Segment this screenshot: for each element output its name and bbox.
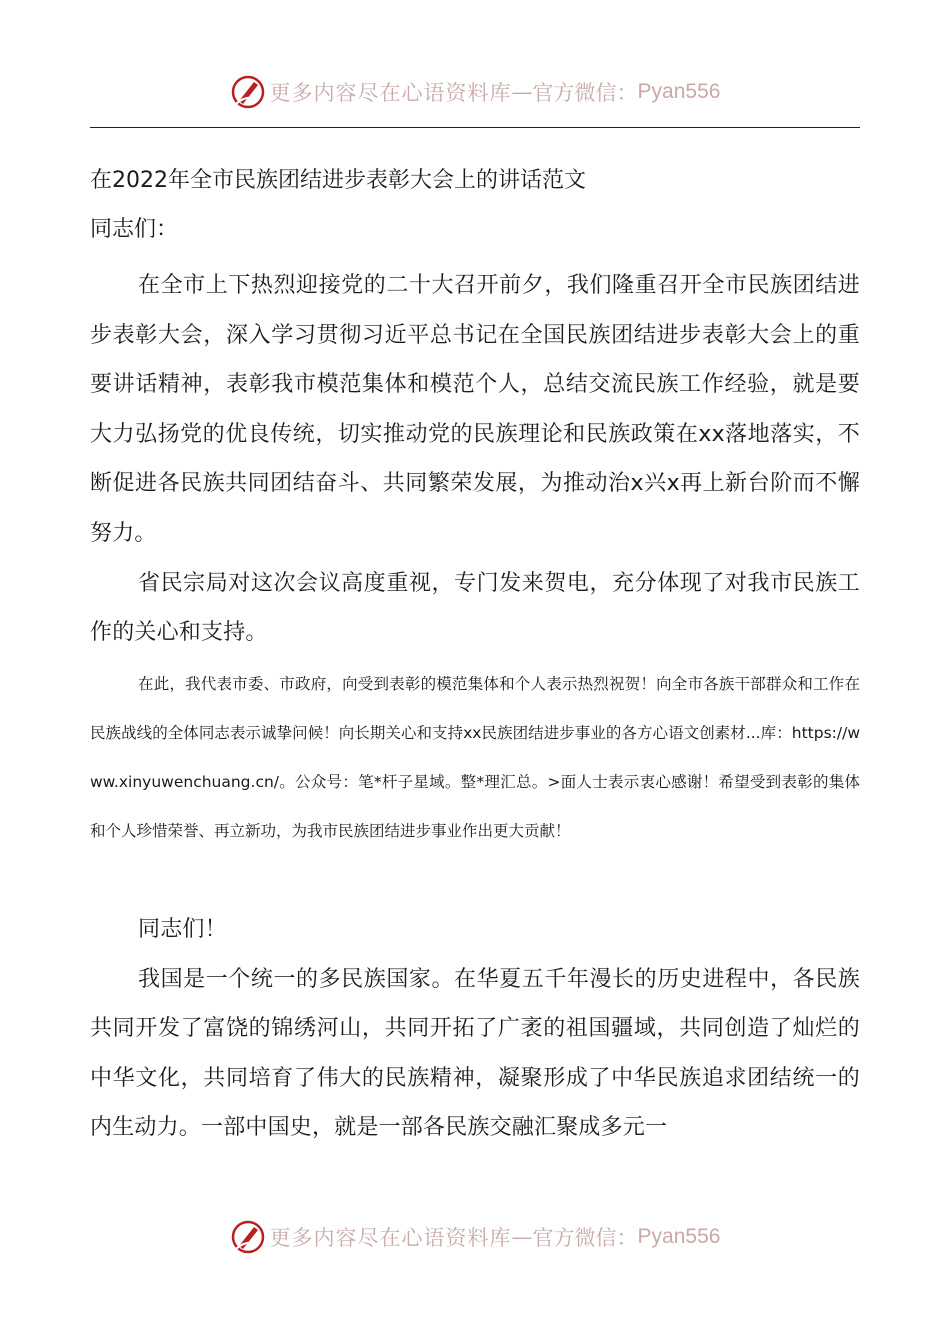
document-title: 在2022年全市民族团结进步表彰大会上的讲话范文 [90, 168, 586, 193]
pen-logo-icon [230, 74, 266, 110]
greeting-2: 同志们！ [138, 917, 227, 942]
paragraph-1: 在全市上下热烈迎接党的二十大召开前夕，我们隆重召开全市民族团结进步表彰大会，深入学习贯彻习近平总书记在全国民族团结进步表彰大会上的重要讲话精神，表彰我市模范集体和模范个人，总结交流民族工作经验，就是要大力弘扬党的优良传统，切实推动党的民族理论和民族政策在xx落地落实，不断促进各民族共同团结奋斗、共同繁荣发展，为推动治x兴x再上新台阶而不懈努力。 [90, 273, 860, 546]
document-body-small [90, 660, 860, 856]
paragraph-4: 我国是一个统一的多民族国家。在华夏五千年漫长的历史进程中，各民族共同开发了富饶的锦绣河山，共同开拓了广袤的祖国疆域，共同创造了灿烂的中华文化，共同培育了伟大的民族精神，凝聚形成了中华民族追求团结统一的内生动力。一部中国史，就是一部各民族交融汇聚成多元一 [90, 966, 860, 1141]
banner-separator: — [511, 1225, 533, 1249]
banner-wechat-label: 官方微信： [532, 81, 638, 105]
header-banner [0, 72, 950, 112]
banner-wechat-id: Pyan556 [637, 1225, 721, 1248]
banner-separator: — [511, 80, 533, 104]
pen-logo-icon [230, 1219, 266, 1255]
document-body [90, 261, 860, 658]
banner-title: 更多内容尽在心语资料库 [269, 1226, 512, 1250]
banner-wechat-label: 官方微信： [532, 1226, 638, 1250]
paragraph-3: 在此，我代表市委、市政府，向受到表彰的模范集体和个人表示热烈祝贺！向全市各族干部群众和工作在民族战线的全体同志表示诚挚问候！向长期关心和支持xx民族团结进步事业的各方心语文创素材...库：https://www.xinyuwenchuang.cn/。公众号：笔*杆子星域。整*理汇总。>面人士表示衷心感谢！希望受到表彰的集体和个人珍惜荣誉、再立新功，为我市民族团结进步事业作出更大贡献！ [90, 675, 860, 840]
header-divider [90, 127, 860, 128]
greeting: 同志们： [90, 217, 179, 242]
paragraph-2: 省民宗局对这次会议高度重视，专门发来贺电，充分体现了对我市民族工作的关心和支持。 [90, 570, 860, 646]
footer-banner [0, 1217, 950, 1257]
document-body-continued [90, 905, 860, 1153]
banner-wechat-id: Pyan556 [637, 80, 721, 103]
banner-title: 更多内容尽在心语资料库 [269, 81, 512, 105]
